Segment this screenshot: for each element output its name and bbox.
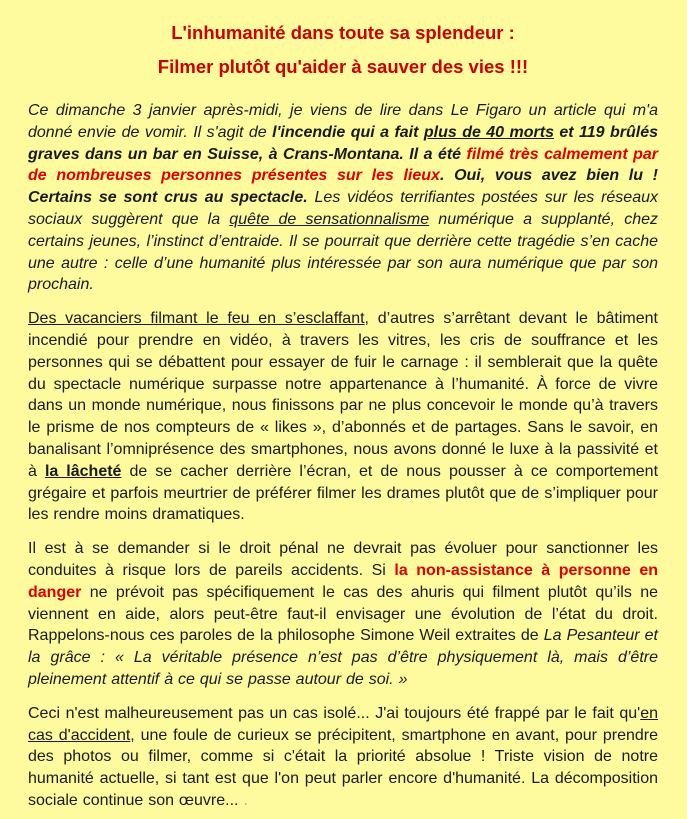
paragraph-droit-penal	[28, 538, 658, 691]
page-title	[28, 12, 658, 84]
text-run: Ceci n'est malheureusement pas un cas isolé... J'ai toujours été frappé par le fait qu'	[28, 704, 641, 722]
text-run-quote: La Pesanteur et la grâce : « La véritable présence n’est pas d’être physiquement là, mais d’être pleinement attentif à ce qui se passe autour de soi. »	[28, 627, 658, 688]
text-run: numérique a supplanté, chez certains jeunes, l’instinct d’entraide. Il se pourrait que derrière cette tragédie s’en cache une autre : celle d’une humanité plus intéressée par son aura numérique que par son prochain.	[28, 210, 658, 294]
paragraph-vacanciers	[28, 308, 658, 526]
page-title-line-1: L'inhumanité dans toute sa splendeur :	[171, 22, 515, 43]
text-run: quête de sensationnalisme	[229, 210, 430, 228]
text-run: Ce dimanche 3 janvier après-midi, je viens de lire dans Le Figaro un article qui m'a donné envie de vomir. Il s'agit de	[28, 102, 658, 141]
text-run: en cas d'accident	[28, 704, 658, 744]
text-run-red: filmé très calmement par de nombreuses personnes présentes sur les lieux	[28, 145, 658, 185]
text-run: plus de 40 morts	[423, 123, 554, 141]
text-run: ne prévoit pas spécifiquement le cas des ahuris qui filment plutôt qu’ils ne viennent en aide, alors peut-être faut-il envisager une évolution de l’état du droit. Rappelons-nous ces paroles de la philosophe Simone Weil extraites de	[28, 583, 658, 645]
text-run-red: la non-assistance à personne en danger	[28, 561, 658, 601]
text-run: Les vidéos terrifiantes postées sur les réseaux sociaux suggèrent que la	[28, 189, 659, 228]
text-run-faint-dot: .	[238, 791, 248, 809]
text-run: de se cacher derrière l’écran, et de nous pousser à ce comportement grégaire et parfois meurtrier de préférer filmer les drames plutôt que de s’impliquer pour les rendre moins dramatiques.	[28, 462, 659, 524]
article-body	[28, 100, 658, 812]
text-run: Il est à se demander si le droit pénal ne devrait pas évoluer pour sanctionner les conduites à risque lors de pareils accidents. Si	[28, 540, 658, 579]
text-run: Des vacanciers filmant le feu en s’esclaffant	[28, 310, 365, 328]
text-run: l'incendie qui a fait	[272, 123, 424, 141]
text-run: , une foule de curieux se précipitent, smartphone en avant, pour prendre des photos ou filmer, comme si c'était la priorité absolue ! Triste vision de notre humanité actuelle, si tant est que l'on peut parler encore d'humanité. La décomposition sociale continue son œuvre...	[28, 726, 658, 809]
text-run: . Oui, vous avez bien lu ! Certains se sont crus au spectacle.	[28, 167, 659, 207]
text-run: et 119 brûlés graves dans un bar en Suisse, à Crans-Montana. Il a été	[28, 123, 658, 163]
paragraph-intro	[28, 100, 658, 296]
page-title-line-2: Filmer plutôt qu'aider à sauver des vies !!!	[157, 56, 529, 77]
paragraph-conclusion	[28, 703, 658, 812]
text-run: la lâcheté	[44, 462, 122, 480]
text-run: , d’autres s’arrêtant devant le bâtiment incendié pour prendre en vidéo, à travers les vitres, les cris de souffrance et les personnes qui se débattent pour essayer de fuir le carnage : il semblerait que la quête du spectacle numérique surpasse notre appartenance à l’humanité. À force de vivre dans un monde numérique, nous finissons par ne plus concevoir le monde qu’à travers le prisme de nos compteurs de « likes », d’abonnés et de partages. Sans le savoir, en banalisant l’omniprésence des smartphones, nous avons donné le luxe à la passivité et à	[28, 310, 659, 480]
